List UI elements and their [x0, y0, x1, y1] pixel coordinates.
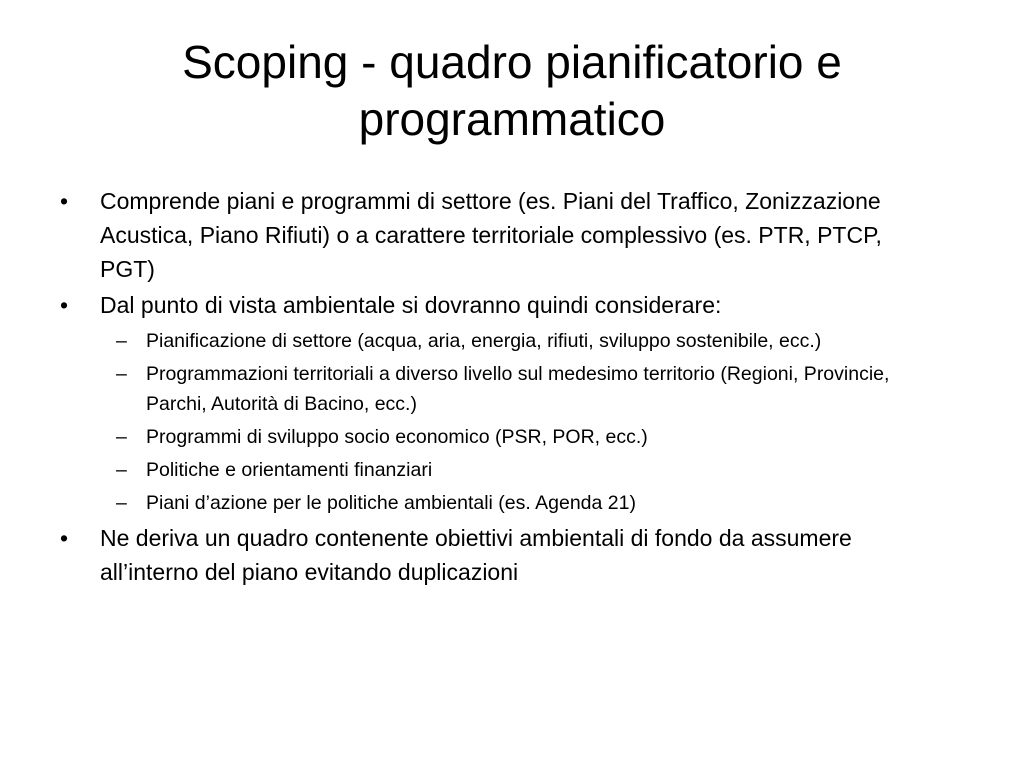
bullet-marker: • — [60, 188, 69, 214]
bullet-marker: • — [60, 292, 69, 318]
sub-bullet-text: Politiche e orientamenti finanziari — [146, 459, 433, 481]
sub-bullet-text: Piani d’azione per le politiche ambientali (es. Agenda 21) — [146, 492, 636, 514]
dash-marker: – — [116, 426, 127, 448]
sub-bullet-item — [56, 359, 936, 419]
bullet-text: Dal punto di vista ambientale si dovranno quindi considerare: — [100, 292, 722, 318]
dash-marker: – — [116, 330, 127, 352]
bullet-text: Comprende piani e programmi di settore (es. Piani del Traffico, Zonizzazione Acustica, Piano Rifiuti) o a carattere territoriale complessivo (es. PTR, PTCP, PGT) — [100, 188, 882, 282]
dash-marker: – — [116, 459, 127, 481]
sub-bullet-item — [56, 422, 936, 452]
sub-bullet-item — [56, 455, 936, 485]
sub-bullet-item — [56, 326, 936, 356]
bullet-text: Ne deriva un quadro contenente obiettivi ambientali di fondo da assumere all’interno del piano evitando duplicazioni — [100, 525, 852, 585]
dash-marker: – — [116, 492, 127, 514]
bullet-item — [56, 184, 936, 286]
bullet-list — [56, 184, 936, 591]
dash-marker: – — [116, 363, 127, 385]
bullet-item — [56, 521, 936, 589]
sub-bullet-list — [56, 326, 936, 518]
sub-bullet-text: Programmi di sviluppo socio economico (PSR, POR, ecc.) — [146, 426, 648, 448]
sub-bullet-text: Programmazioni territoriali a diverso livello sul medesimo territorio (Regioni, Provincie, Parchi, Autorità di Bacino, ecc.) — [146, 363, 890, 415]
slide-title: Scoping - quadro pianificatorio e programmatico — [182, 36, 842, 145]
sub-bullet-item — [56, 488, 936, 518]
sub-bullet-text: Pianificazione di settore (acqua, aria, energia, rifiuti, sviluppo sostenibile, ecc.) — [146, 330, 822, 352]
bullet-marker: • — [60, 525, 69, 551]
bullet-item — [56, 288, 936, 322]
